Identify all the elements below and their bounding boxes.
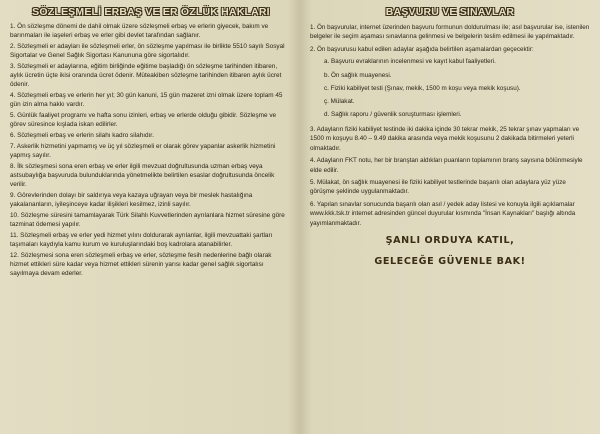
rights-list bbox=[10, 23, 292, 279]
rights-item: 6. Sözleşmeli erbaş ve erlerin silahı kadro silahıdır. bbox=[10, 131, 154, 139]
rights-item: 2. Sözleşmeli er adayları ile sözleşmeli erler, ön sözleşme yapılması ile birlikte 5510 sayılı Sosyal Sigortalar ve Genel Sağlık Sigortası Kanununa göre sigortalıdır. bbox=[10, 43, 285, 59]
application-item: 2. Ön başvurusu kabul edilen adaylar aşağıda belirtilen aşamalardan geçecektir: bbox=[310, 45, 534, 53]
application-item: 5. Mülakat, ön sağlık muayenesi ile fiziki kabiliyet testlerinde başarılı olan adaylara yüz yüze görüşme şeklinde uygulanmaktadır. bbox=[310, 178, 566, 196]
rights-item: 4. Sözleşmeli erbaş ve erlerin her yıl; 30 gün kanuni, 15 gün mazeret izni olmak üzere toplam 45 gün izin alma hakkı vardır. bbox=[10, 91, 283, 108]
application-title: BAŞVURU VE SINAVLAR bbox=[385, 6, 515, 18]
application-item: 4. Adayların FKT notu, her bir branştan aldıkları puanların toplamının branş sayısına bölünmesiyle elde edilir. bbox=[310, 157, 583, 174]
stage-item: c. Fiziki kabiliyet testi (Şınav, mekik, 1500 m koşu veya mekik koşusu). bbox=[324, 84, 521, 92]
rights-item: 3. Sözleşmeli er adaylarına, eğitim birliğinde eğitime başladığı ön sözleşme tarihinden itibaren, aylık ücretin üçte ikisi oranında ücret ödenir. Müteakiben sözleşme tarihinden itibaren aylık ücret ödenir. bbox=[10, 63, 282, 88]
slogan-line: ŞANLI ORDUYA KATIL, bbox=[385, 234, 515, 246]
application-item: 1. Ön başvurular, internet üzerinden başvuru formunun doldurulması ile; asıl başvurular ise, istenilen belgeler ile seçim aşaması sınavlarına gelinmesi ve belgelerin teslim edilmesi ile yapılmaktadır. bbox=[310, 24, 590, 41]
rights-item: 12. Sözleşmesi sona eren sözleşmeli erbaş ve erler, sözleşme fesih nedenlerine bağlı olarak hizmet ettikleri süre kadar veya hizmet ettikleri sürenin yarısı kadar genel sağlık sigortalısı sayılmaya devam ederler. bbox=[10, 251, 272, 277]
stage-item: a. Başvuru evraklarının incelenmesi ve kayıt kabul faaliyetleri. bbox=[324, 58, 496, 66]
stage-item: b. Ön sağlık muayenesi. bbox=[324, 71, 392, 79]
stage-item: d. Sağlık raporu / güvenlik soruşturması işlemleri. bbox=[324, 111, 462, 119]
rights-item: 11. Sözleşmeli erbaş ve erler yedi hizmet yılını doldurarak ayrılanlar, ilgili mevzuattaki şartları taşımaları kaydıyla kamu kurum ve kuruluşlarındaki boş kadrolara atanabilirler. bbox=[10, 231, 273, 248]
application-item: 3. Adayların fiziki kabiliyet testinde iki dakika içinde 30 tekrar mekik, 25 tekrar şınav yapmaları ve 1500 m koşuyu 8.40 – 9.49 dakika arasında veya mekik koşusunu 2 dakikada bitirmeleri yeterli olmaktadır. bbox=[310, 125, 580, 152]
rights-item: 5. Günlük faaliyet programı ve hafta sonu izinleri, erbaş ve erlerde olduğu gibidir. Sözleşme ve görev süresince kışlada iskan edilirler. bbox=[10, 111, 277, 128]
rights-item: 1. Ön sözleşme dönemi de dahil olmak üzere sözleşmeli erbaş ve erlerin giyecek, bakım ve barınmaları ile iaşeleri erbaş ve erler gibi devlet tarafından sağlanır. bbox=[10, 23, 269, 39]
slogan-line: GELECEĞE GÜVENLE BAK! bbox=[374, 255, 526, 267]
rights-item: 10. Sözleşme süresini tamamlayarak Türk Silahlı Kuvvetlerinden ayrılanlara hizmet süresine göre tazminat ödemesi yapılır. bbox=[10, 211, 285, 228]
application-column bbox=[300, 0, 600, 434]
rights-title: SÖZLEŞMELİ ERBAŞ VE ER ÖZLÜK HAKLARI bbox=[32, 6, 270, 18]
rights-item: 9. Görevlerinden dolayı bir saldırıya veya kazaya uğrayan veya bir meslek hastalığına yakalananların, iyileşinceye kadar ilişikleri kesilmez, izinli sayılır. bbox=[10, 191, 253, 208]
rights-item: 8. İlk sözleşmesi sona eren erbaş ve erler ilgili mevzuat doğrultusunda uzman erbaş veya astsubaylığa başvuruda bulunduklarında yönetmelikte belirtilen esaslar doğrultusunda öncelik verilir. bbox=[10, 163, 275, 188]
rights-item: 7. Askerlik hizmetini yapmamış ve üç yıl sözleşmeli er olarak görev yapanlar askerlik hizmetini yapmış sayılır. bbox=[10, 143, 276, 159]
application-item: 6. Yapılan sınavlar sonucunda başarılı olan asıl / yedek aday listesi ve konuyla ilgili açıklamalar www.kkk.tsk.tr internet adresinden güncel duyurular kısmında "İnsan Kaynakları" başlığı altında yayımlanmaktadır. bbox=[310, 200, 576, 227]
stage-item: ç. Mülakat. bbox=[324, 98, 355, 106]
stage-list bbox=[324, 57, 590, 121]
